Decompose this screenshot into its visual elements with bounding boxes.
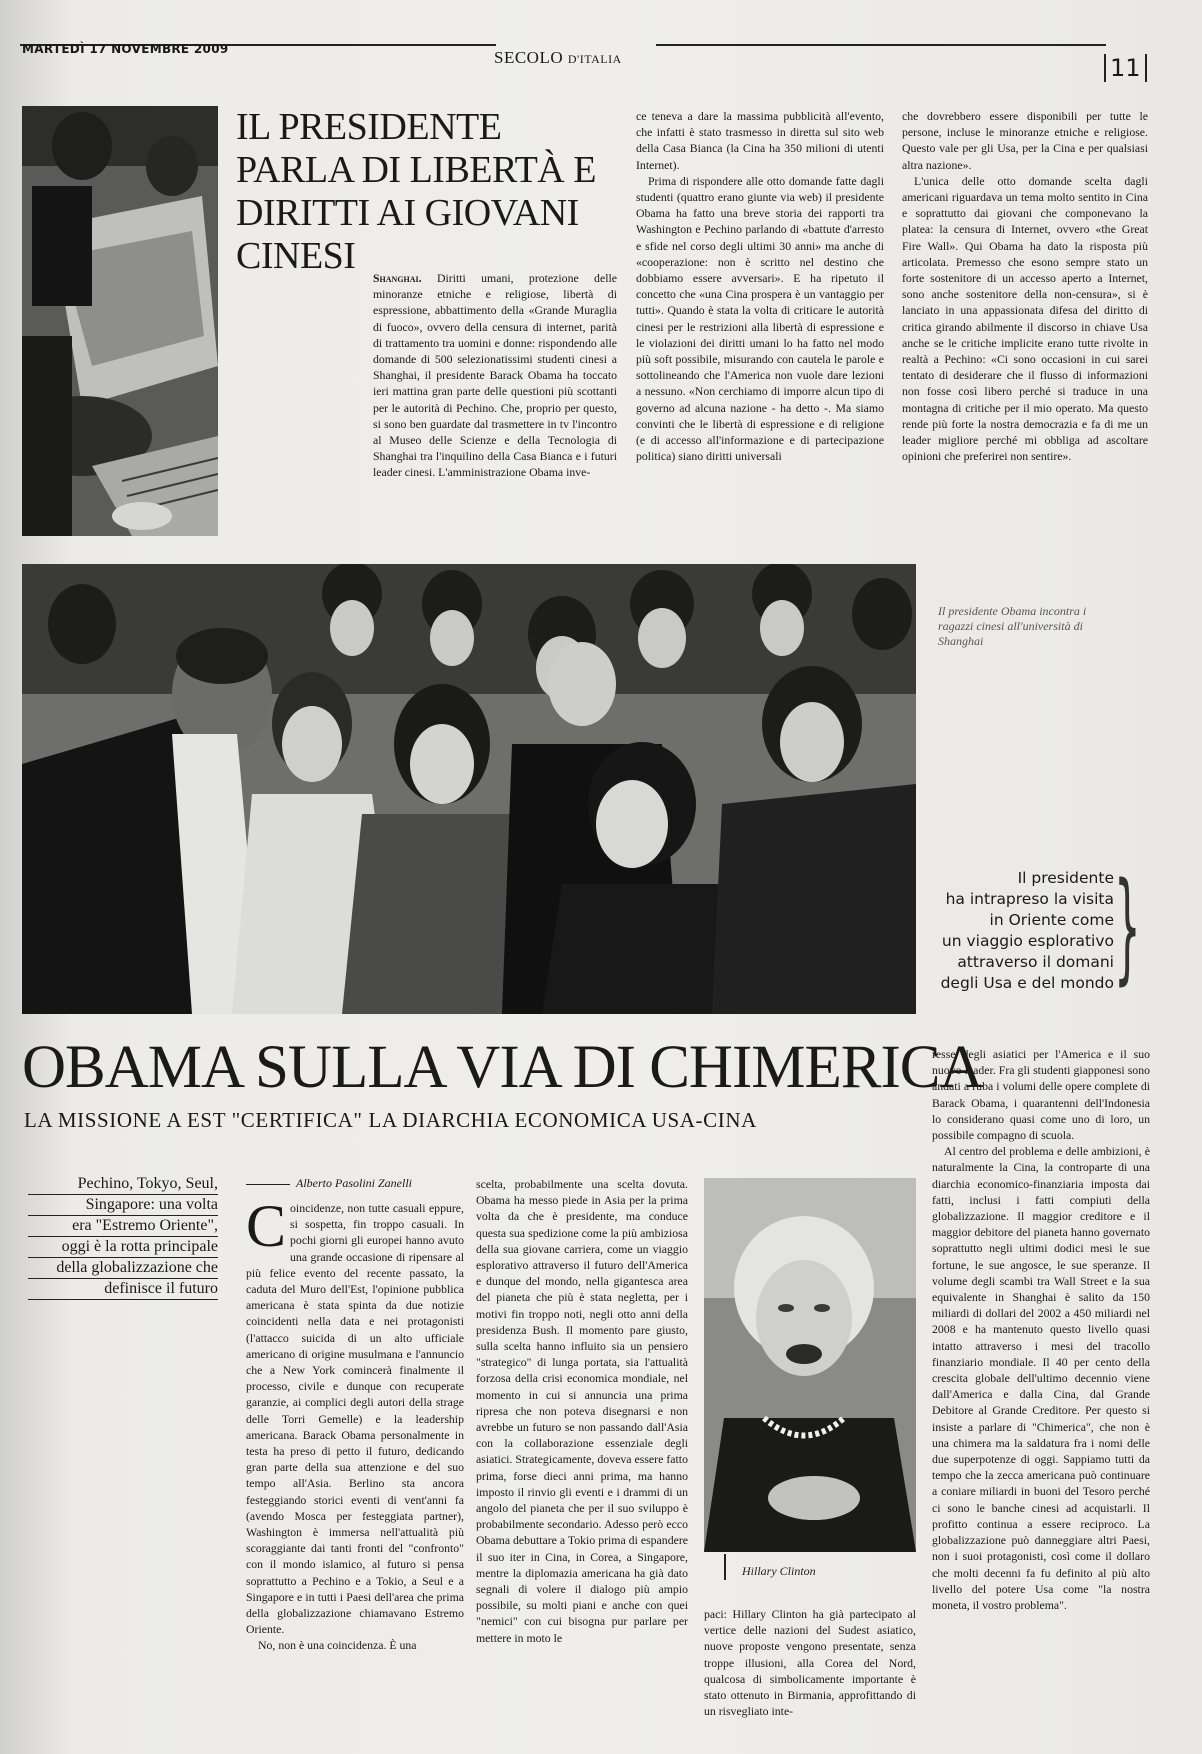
obama-students-photo <box>22 564 916 1014</box>
newspaper-name: SECOLO D'ITALIA <box>494 48 622 67</box>
article1-headline: IL PRESIDENTE PARLA DI LIBERTÀ E DIRITTI AI GIOVANI CINESI <box>236 106 596 277</box>
pull-quote: Il presidente ha intrapreso la visita in Oriente come un viaggio esplorativo attraverso il domani degli Usa e del mondo <box>940 869 1114 992</box>
page-number: 11 <box>1104 54 1147 82</box>
pull-quote-brace: } <box>1114 858 1141 997</box>
article2-column-3: paci: Hillary Clinton ha già partecipato al vertice delle nazioni del Sudest asiatico, nuove proposte vengono presentate, senza troppe illusioni, alla Corea del Nord, qualcosa di simbolicamente importante è stato ottenuto in Birmania, approfittando di un risvegliato inte- <box>704 1607 916 1719</box>
article1-column-3: che dovrebbero essere disponibili per tutte le persone, incluse le minoranze etniche e religiose. Questo vale per gli Usa, per la Cina e per qualsiasi altra nazione». L'unica delle otto domande scelta dagli americani riguardava un tema molto sentito in Cina e soprattutto dai giovani che componevano la platea: la censura di Internet, ovvero «the Great Fire Wall». Qui Obama ha dato la risposta più articolata. Premesso che esono sempre stato un forte sostenitore di un accesso aperto a Internet, sono anche sostenitore della non-censura», si è lanciato in una appassionata difesa del diritto di critica girando abilmente il discorso in chiave Usa anche se le critiche implicite erano tutte rivolte in realtà a Pechino: «Ci sono occasioni in cui sarei tentato di desiderare che il flusso di informazioni non fosse così libero perché si traduce in una montagna di critiche per il mio operato. Ma questo rende più forte la nostra democrazia e fa di me un leader migliore perché mi obbliga ad ascoltare opinioni che preferirei non sentire». <box>902 109 1148 464</box>
students-computers-photo <box>22 106 218 536</box>
dropcap: C <box>246 1200 287 1259</box>
article2-subheadline: LA MISSIONE A EST "CERTIFICA" LA DIARCHIA ECONOMICA USA-CINA <box>24 1108 757 1132</box>
dateline: Shanghai. <box>373 271 422 285</box>
sidebox-quote: Pechino, Tokyo, Seul, Singapore: una volta era "Estremo Oriente", oggi è la rotta principale della globalizzazione che definisce il futuro <box>28 1174 218 1300</box>
article1-column-2: ce teneva a dare la massima pubblicità all'evento, che infatti è stato trasmesso in diretta sul sito web della Casa Bianca (la Cina ha 350 milioni di utenti Internet). Prima di rispondere alle otto domande fatte dagli studenti (quattro erano giunte via web) il presidente Obama ha fatto una breve storia dei rapporti tra Washington e Pechino parlando di «battute d'arresto e sfide nel corso degli ultimi 30 anni» ma anche di «cooperazione: non è scritto nel destino che dobbiamo essere avversari». E ha ripetuto il concetto che «una Cina prospera è un vantaggio per tutti». Quando è stata la volta di criticare le autorità cinesi per le restrizioni alla libertà di espressione e le violazioni dei diritti umani lo ha fatto nel modo più soft possibile, misurando con cautela le parole e sottolineando che l'America non vuole dare lezioni a nessuno. «Non cerchiamo di imporre alcun tipo di governo ad alcuna nazione - ha detto -. Ma siamo convinti che le libertà di espressione e di religione (e di accesso all'informazione e di partecipazione politica) siano diritti universali <box>636 109 884 464</box>
caption-marker <box>724 1554 726 1580</box>
article1-column-1: Shanghai. Diritti umani, protezione delle minoranze etniche e religiose, libertà di espressione, abbattimento della «Grande Muraglia di fuoco», ovvero della censura di internet, parità di trattamento tra uomini e donne: rispondendo alle domande di 500 selezionatissimi studenti cinesi a Shanghai, il presidente Barack Obama ha toccato ieri mattina gran parte delle questioni più scottanti per le autorità di Pechino. Che, proprio per questo, si sono ben guardate dal trasmettere in tv l'incontro al Museo delle Scienze e della Tecnologia di Shanghai tra l'inquilino della Casa Bianca e i futuri leader cinesi. L'amministrazione Obama inve- <box>373 271 617 480</box>
hillary-clinton-photo <box>704 1178 916 1552</box>
issue-date: MARTEDÌ 17 NOVEMBRE 2009 <box>22 42 229 56</box>
byline: Alberto Pasolini Zanelli <box>246 1176 412 1191</box>
obama-photo-caption: Il presidente Obama incontra i ragazzi cinesi all'università di Shanghai <box>938 604 1087 648</box>
article2-headline: OBAMA SULLA VIA DI CHIMERICA <box>22 1034 983 1101</box>
hillary-photo-caption: Hillary Clinton <box>742 1564 816 1578</box>
article2-column-4: resse degli asiatici per l'America e il suo nuovo leader. Fra gli studenti giapponesi sono andati a ruba i volumi delle opere complete di Barack Obama, i quarantenni dell'Indonesia lo considerano quasi come uno di loro, un possibile compagno di scuola. Al centro del problema e delle ambizioni, è naturalmente la Cina, la controparte di una diarchia economico-finanziaria imposta dai fatti, inclusi i fatti compiuti della globalizzazione. Il maggior creditore e il maggior debitore del pianeta hanno governato soprattutto negli ultimi dodici mesi le sue fortune, le sue angosce, le sue speranze. Il volume degli scambi tra Wall Street e la sua equivalente in Shanghai è salito da 150 miliardi di dollari del 2002 a 450 miliardi nel 2008 e ha mantenuto questo livello quasi intatto attraverso i mesi del tracollo finanziario mondiale. Il 40 per cento della crescita globale dell'ultimo decennio viene dall'America e dalla Cina, dal Grande Debitore al Grande Creditore. Per questo si insiste a parlare di "Chimerica", che non è una chimera ma la saldatura fra i nomi delle due superpotenze di oggi. Sappiamo tutti da tempo che la zecca americana può continuare a coniare miliardi in buoni del Tesoro perché ci sono le banche cinesi ad acquistarli. Il profitto continua a essere reciproco. La globalizzazione può danneggiare altri Paesi, non i suoi protagonisti, così come il dollaro che molti decenni fa fu definito al più alto livello del potere Usa come "la nostra moneta, il vostro problema". <box>932 1047 1150 1612</box>
article2-column-1: Coincidenze, non tutte casuali eppure, si sospetta, fin troppo casuali. In pochi giorni gli europei hanno avuto una grande occasione di ripensare al più felice evento del recente passato, la caduta del Muro dell'Est, l'opinione pubblica americana è stata spinta da due notizie coincidenti nella data e nei protagonisti (l'attacco suicida di un alto ufficiale americano di origine musulmana e l'annuncio che a New York comincerà finalmente il processo, civile e dunque con recuperate garanzie, ai complici degli autori della strage delle Torri Gemelle) e la leadership americana. Barack Obama personalmente in testa ha preso di petto il futuro, dedicando gran parte della sua attenzione e del suo tempo all'Asia. Berlino sta ancora festeggiando storici eventi di vent'anni fa (avendo Mosca per festeggiata partner), Washington è immersa nell'attualità più scoraggiante dai tanti fronti del "confronto" con il mondo islamico, al futuro si pensa soprattutto a Pechino e a Tokio, a Seul e a Singapore e in tutti i Paesi dell'area che prima della globalizzazione chiamavano Estremo Oriente. No, non è una coincidenza. È una <box>246 1200 464 1653</box>
header-rule-right <box>656 44 1106 46</box>
article2-column-2: scelta, probabilmente una scelta dovuta. Obama ha messo piede in Asia per la prima volta da che è presidente, ma conduce questa sua spedizione come la più ambiziosa della sua giovane carriera, come un viaggio esplorativo attraverso il futuro dell'America e dunque del mondo, nella gigantesca area del pianeta che più è stata negletta, per i motivi fin troppo noti, negli otto anni della presidenza Bush. Il momento pare giusto, sulla scelta hanno influito sia un pensiero "strategico" di lunga portata, sia l'attualità forzosa della crisi economica mondiale, nel momento in cui si annuncia una prima ripresa che non poteva disegnarsi e non avrebbe un futuro se non passando dall'Asia con la collaborazione essenziale degli asiatici. Strategicamente, doveva essere fatto prima, forse dieci anni prima, ma hanno imposto il rinvio gli eventi e i drammi di un angolo del pianeta che per il suo sviluppo è probabilmente secondario. Adesso però ecco Obama debuttare a Tokio prima di espandere il suo iter in Cina, in Corea, a Singapore, mentre la diplomazia americana ha già dato segnali di volere il dialogo più ampio possibile, su molti piani e anche con quei "nemici" con cui bisogna pur parlare per mettere in moto le <box>476 1177 688 1645</box>
